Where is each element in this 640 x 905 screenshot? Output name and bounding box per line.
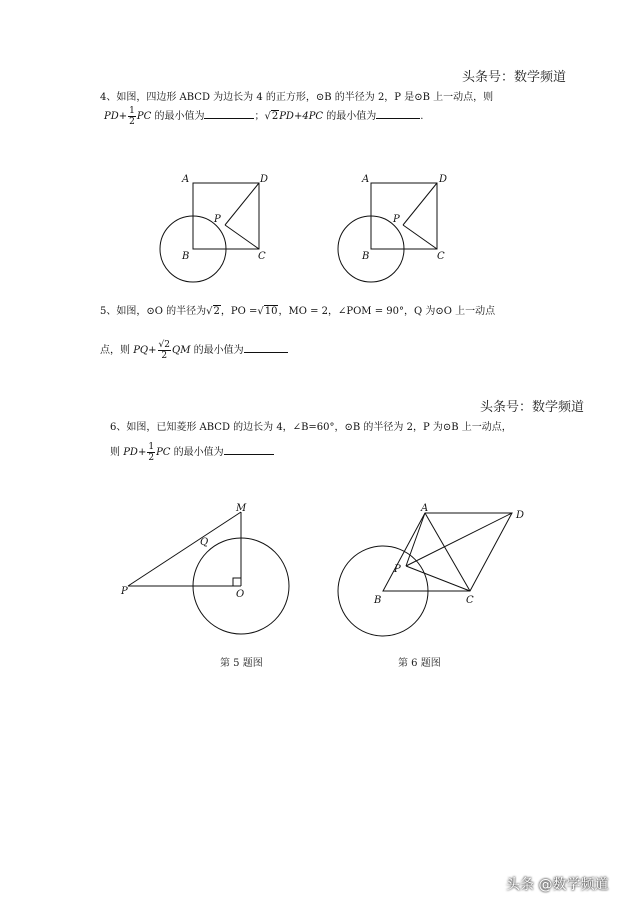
q4-plus: + (118, 111, 128, 122)
q4-frac-den: 2 (129, 117, 135, 127)
fig6-diagonal-ac (425, 513, 470, 591)
q6-answer-blank[interactable] (224, 454, 274, 455)
fig6-label-b: B (374, 595, 382, 606)
question-5-line-2 (100, 338, 288, 364)
q4-right-label-d: D (439, 174, 448, 185)
q5-line2-a: 点，则 (100, 345, 134, 356)
watermark: 头条 @数学频道 (506, 877, 609, 893)
q5-mo: ，MO = 2，∠POM = 90°，Q 为⊙O 上一动点 (278, 306, 496, 317)
q4-left-label-a: A (182, 174, 190, 185)
q4-left-label-c: C (258, 251, 266, 262)
brand-header-top: 头条号：数学频道 (462, 70, 567, 85)
q5-sqrt2: √2 (206, 306, 220, 317)
q4-sqrt: √2 (264, 111, 279, 122)
q5-sqrt2-value: 2 (213, 306, 220, 317)
q5-pq: PQ (133, 345, 149, 356)
fig6-label-p: P (394, 564, 401, 575)
question-6-text: 6、如图，已知菱形 ABCD 的边长为 4，∠B=60°，⊙B 的半径为 2，P 为⊙B 上一动点， (110, 422, 512, 433)
fig5-label-p: P (121, 586, 128, 597)
q4-frac-num: 1 (129, 106, 135, 116)
q4-sqrt-value: 2 (271, 111, 279, 122)
fig6-segment-pc (406, 566, 470, 591)
q5-frac-den: 2 (161, 351, 168, 361)
question-6-line-2 (110, 440, 274, 466)
q4-left-label-p: P (214, 214, 221, 225)
q4-figure-right (338, 174, 447, 282)
q4-right-label-c: C (437, 251, 445, 262)
q4-left-square (193, 183, 259, 249)
brand-header-mid: 头条号：数学频道 (480, 400, 585, 415)
fig6-label-d: D (516, 510, 525, 521)
q4-left-pc (225, 225, 259, 249)
q5-po: ，PO = (220, 306, 258, 317)
q4-separator: ； (254, 111, 265, 122)
fig5-label-o: O (236, 589, 245, 600)
q5-sqrt10-value: 10 (264, 306, 278, 317)
q5-plus: + (148, 345, 157, 356)
q6-frac-den: 2 (148, 453, 155, 463)
q6-pc: PC (156, 447, 171, 458)
fig5-label-m: M (236, 503, 247, 514)
q5-answer-blank[interactable] (244, 352, 288, 353)
q5-frac-num: √2 (158, 340, 170, 350)
question-4-text: 4、如图，四边形 ABCD 为边长为 4 的正方形，⊙B 的半径为 2，P 是⊙B 上一动点，则 (100, 92, 494, 103)
q5-qm: QM (172, 345, 191, 356)
fig5-right-angle-mark (233, 578, 241, 586)
figure-6 (338, 503, 524, 636)
q4-right-pc (403, 225, 437, 249)
q6-fraction (147, 442, 155, 463)
q4-pc: PC (136, 111, 152, 122)
q6-frac-num: 1 (148, 442, 155, 452)
q4-right-label-a: A (362, 174, 370, 185)
q5-sqrt10: √10 (257, 306, 278, 317)
q6-plus: + (137, 447, 147, 458)
q4-pd: PD (104, 111, 119, 122)
q5-min-text: 的最小值为 (190, 345, 244, 356)
q5-frac-num-value: 2 (164, 340, 170, 350)
q5-text-a: 5、如图，⊙O 的半径为 (100, 306, 207, 317)
q4-right-pd (403, 183, 437, 225)
q4-min-text-2: 的最小值为 (323, 111, 377, 122)
q4-left-label-b: B (182, 251, 190, 262)
q4-left-label-d: D (260, 174, 269, 185)
q4-right-square (371, 183, 437, 249)
q4-right-label-p: P (393, 214, 400, 225)
question-5-line-1 (100, 303, 495, 321)
q4-right-label-b: B (362, 251, 370, 262)
q4-end: . (420, 111, 424, 122)
q6-line2-a: 则 (110, 447, 124, 458)
figure-5-caption: 第 5 题图 (220, 658, 263, 669)
q4-expr2: PD+4PC (279, 111, 324, 122)
figure-5 (120, 503, 289, 634)
figure-6-caption: 第 6 题图 (398, 658, 441, 669)
fig6-label-c: C (466, 595, 474, 606)
q4-left-pd (225, 183, 259, 225)
q6-pd: PD (123, 447, 138, 458)
q4-figure-left (160, 174, 268, 282)
q4-min-text: 的最小值为 (151, 111, 205, 122)
fig6-label-a: A (421, 503, 429, 514)
fig5-label-q: Q (200, 537, 209, 548)
q6-min-text: 的最小值为 (170, 447, 224, 458)
fig5-segment-pm (128, 512, 241, 586)
q5-fraction (158, 340, 171, 361)
